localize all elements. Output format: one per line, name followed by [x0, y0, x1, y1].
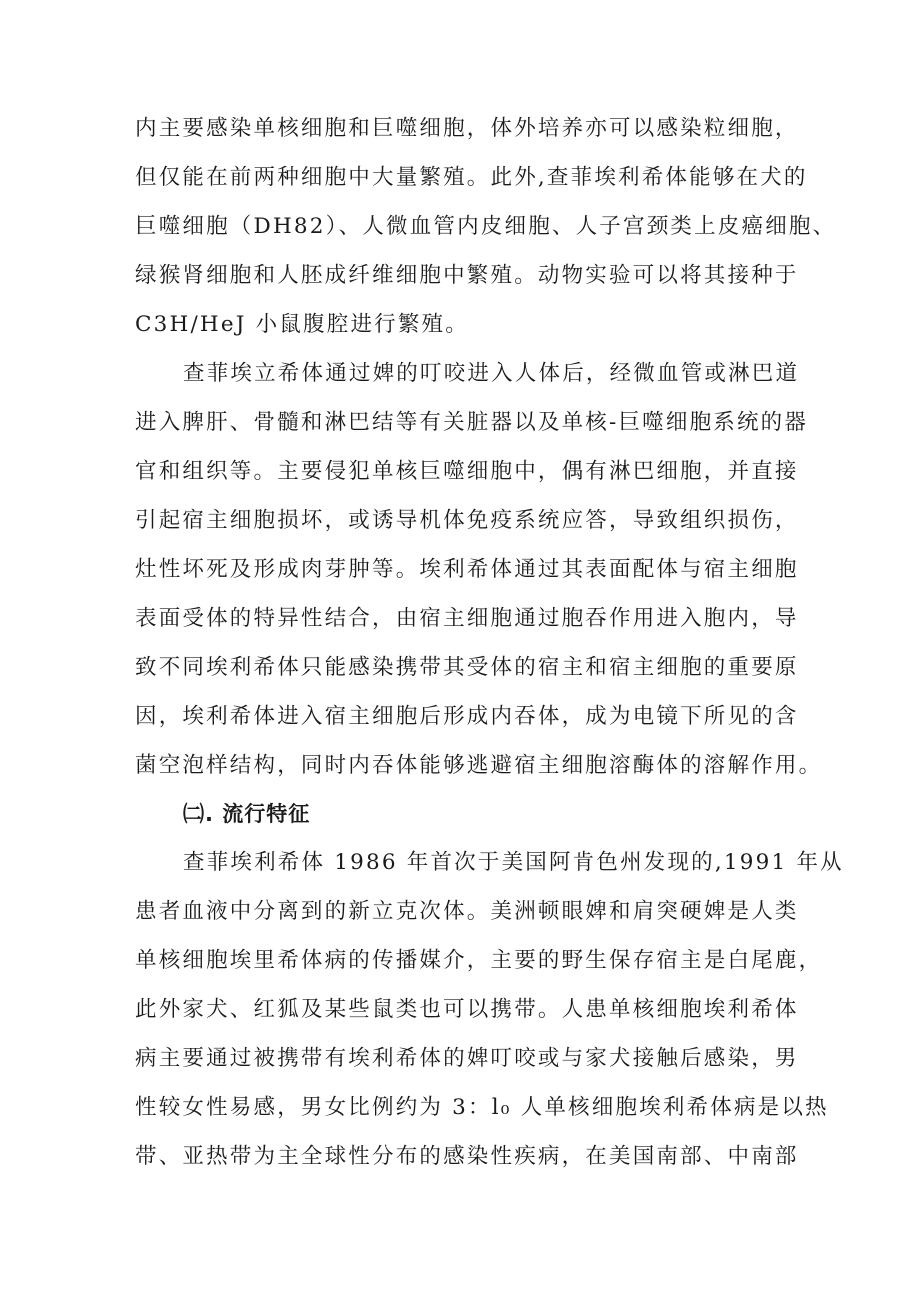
paragraph-line: 巨噬细胞（DH82）、人微血管内皮细胞、人子宫颈类上皮癌细胞、 [135, 214, 837, 239]
paragraph-line: 性较女性易感，男女比例约为 3：l₀ 人单核细胞埃利希体病是以热 [135, 1095, 829, 1120]
paragraph-line: 致不同埃利希体只能感染携带其受体的宿主和宿主细胞的重要原 [135, 655, 799, 680]
paragraph-line: 此外家犬、红狐及某些鼠类也可以携带。人患单核细胞埃利希体 [135, 997, 799, 1022]
paragraph-line: 进入脾肝、骨髓和淋巴结等有关脏器以及单核-巨噬细胞系统的器 [135, 410, 809, 435]
paragraph-line: 灶性坏死及形成肉芽肿等。埃利希体通过其表面配体与宿主细胞 [135, 557, 799, 582]
paragraph-line: 菌空泡样结构，同时内吞体能够逃避宿主细胞溶酶体的溶解作用。 [135, 753, 823, 778]
paragraph-line: 绿猴肾细胞和人胚成纤维细胞中繁殖。动物实验可以将其接种于 [135, 263, 799, 288]
paragraph-line: 内主要感染单核细胞和巨噬细胞，体外培养亦可以感染粒细胞， [135, 116, 799, 141]
paragraph-line: 查菲埃利希体 1986 年首次于美国阿肯色州发现的,1991 年从 [183, 850, 844, 875]
paragraph-line: 单核细胞埃里希体病的传播媒介，主要的野生保存宿主是白尾鹿， [135, 948, 823, 973]
paragraph-line: 病主要通过被携带有埃利希体的婢叮咬或与家犬接触后感染，男 [135, 1046, 799, 1071]
paragraph-line: 但仅能在前两种细胞中大量繁殖。此外,查菲埃利希体能够在犬的 [135, 165, 808, 190]
paragraph-line: 官和组织等。主要侵犯单核巨噬细胞中，偶有淋巴细胞，并直接 [135, 459, 799, 484]
paragraph-line: 因，埃利希体进入宿主细胞后形成内吞体，成为电镜下所见的含 [135, 704, 799, 729]
paragraph-line: 查菲埃立希体通过婢的叮咬进入人体后，经微血管或淋巴道 [183, 361, 800, 386]
paragraph-line: 患者血液中分离到的新立克次体。美洲顿眼婢和肩突硬婢是人类 [135, 899, 799, 924]
paragraph-line: C3H/HeJ 小鼠腹腔进行繁殖。 [135, 312, 469, 337]
paragraph-line: 引起宿主细胞损坏，或诱导机体免疫系统应答，导致组织损伤， [135, 508, 799, 533]
paragraph-line: 带、亚热带为主全球性分布的感染性疾病，在美国南部、中南部 [135, 1144, 799, 1169]
section-heading: ㈡. 流行特征 [183, 802, 311, 826]
paragraph-line: 表面受体的特异性结合，由宿主细胞通过胞吞作用进入胞内，导 [135, 606, 799, 631]
